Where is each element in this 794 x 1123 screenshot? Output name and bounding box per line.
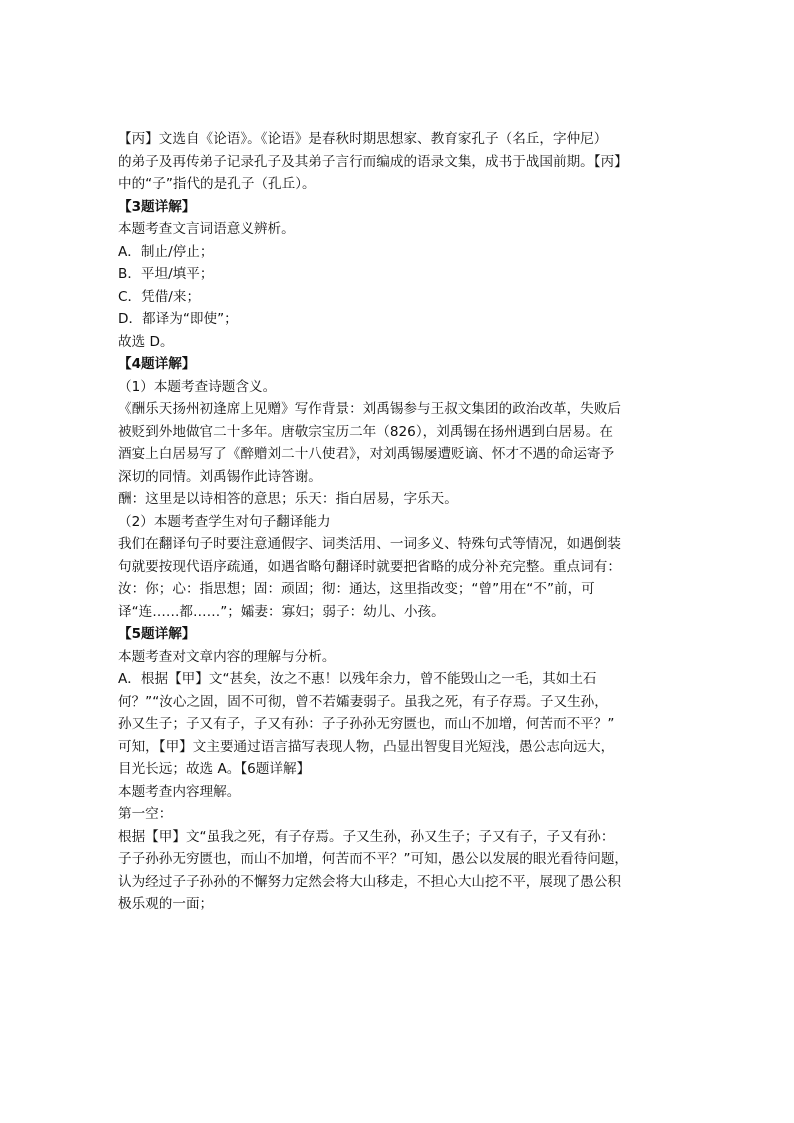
text-line: 孙又生子；子又有子，子又有孙：子子孙孙无穷匮也，而山不加增，何苦而不平？” bbox=[118, 716, 615, 732]
section-heading: 【4题详解】 bbox=[118, 356, 196, 372]
text-line: （1）本题考查诗题含义。 bbox=[118, 378, 277, 395]
text-line: 【丙】文选自《论语》。《论语》是春秋时期思想家、教育家孔子（名丘，字仲尼） bbox=[118, 131, 608, 147]
text-line: 本题考查文言词语意义辨析。 bbox=[118, 221, 295, 237]
text-line: 句就要按现代语序疏通，如遇省略句翻译时就要把省略的成分补充完整。重点词有： bbox=[118, 558, 621, 575]
text-line: 认为经过子子孙孙的不懈努力定然会将大山移走，不担心大山挖不平，展现了愚公积 bbox=[118, 873, 621, 890]
text-line: 《酬乐天扬州初逢席上见赠》写作背景：刘禹锡参与王叔文集团的政治改革，失败后 bbox=[118, 401, 621, 417]
text-line: C．凭借/来； bbox=[118, 288, 201, 305]
text-line: 我们在翻译句子时要注意通假字、词类活用、一词多义、特殊句式等情况，如遇倒装 bbox=[118, 536, 621, 552]
text-line: 酬：这里是以诗相答的意思；乐天：指白居易，字乐天。 bbox=[118, 491, 458, 507]
text-line: B．平坦/填平； bbox=[118, 266, 214, 282]
text-line: 被贬到外地做官二十多年。唐敬宗宝历二年（826），刘禹锡在扬州遇到白居易。在 bbox=[118, 423, 613, 440]
text-line: 第一空： bbox=[118, 806, 173, 822]
text-line: 汝：你；心：指思想；固：顽固；彻：通达，这里指改变；“曾”用在“不”前，可 bbox=[118, 581, 595, 597]
text-line: 深切的同情。刘禹锡作此诗答谢。 bbox=[118, 468, 322, 485]
text-line: 根据【甲】文“虽我之死，有子存焉。子又生孙，孙又生子；子又有子，子又有孙： bbox=[118, 828, 615, 845]
text-line: 本题考查对文章内容的理解与分析。 bbox=[118, 648, 336, 665]
section-heading: 【3题详解】 bbox=[118, 198, 196, 215]
text-line: （2）本题考查学生对句子翻译能力 bbox=[118, 513, 331, 530]
text-line: 子子孙孙无穷匮也，而山不加增，何苦而不平？”可知，愚公以发展的眼光看待问题， bbox=[118, 851, 629, 867]
text-line: 极乐观的一面； bbox=[118, 896, 214, 912]
text-line: 何？”“汝心之固，固不可彻，曾不若孀妻弱子。虽我之死，有子存焉。子又生孙， bbox=[118, 693, 608, 710]
text-line: 本题考查内容理解。 bbox=[118, 783, 241, 800]
document-page bbox=[118, 128, 678, 916]
text-line: 目光长远；故选 A。【6题详解】 bbox=[118, 761, 311, 777]
text-line: A．制止/停止； bbox=[118, 243, 214, 260]
text-line: 酒宴上白居易写了《醉赠刘二十八使君》，对刘禹锡屡遭贬谪、怀才不遇的命运寄予 bbox=[118, 446, 615, 462]
text-line: A．根据【甲】文“甚矣，汝之不惠！以残年余力，曾不能毁山之一毛，其如土石 bbox=[118, 671, 597, 687]
text-line: 译“连……都……”；孀妻：寡妇；弱子：幼儿、小孩。 bbox=[118, 603, 445, 620]
text-line: 可知，【甲】文主要通过语言描写表现人物，凸显出智叟目光短浅，愚公志向远大， bbox=[118, 738, 615, 755]
text-line: 中的“子”指代的是孔子（孔丘）。 bbox=[118, 176, 316, 192]
section-heading: 【5题详解】 bbox=[118, 626, 196, 642]
text-line: 故选 D。 bbox=[118, 333, 174, 350]
text-line: D．都译为“即使”； bbox=[118, 311, 238, 327]
text-line: 的弟子及再传弟子记录孔子及其弟子言行而编成的语录文集，成书于战国前期。【丙】 bbox=[118, 153, 628, 170]
